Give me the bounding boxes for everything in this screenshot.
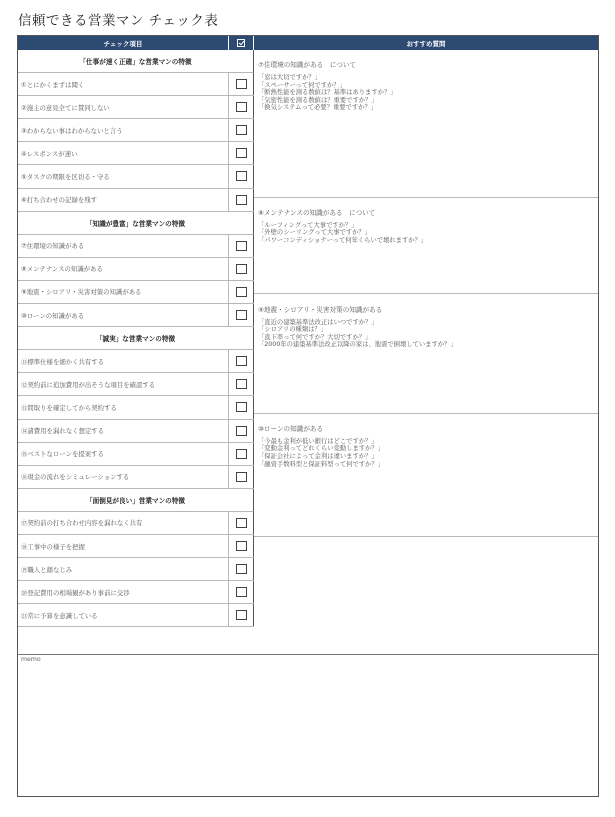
header-recommended-questions: おすすめ質問 <box>254 36 598 50</box>
checkbox-cell <box>228 350 254 372</box>
checklist-item-label: ⑥打ち合わせの記録を残す <box>21 196 98 205</box>
checkbox-cell <box>228 189 254 211</box>
checkbox-checked-icon <box>237 39 245 47</box>
checklist-row <box>18 235 254 258</box>
question-line: 「今最も金利が低い銀行はどこですか？」 <box>258 437 378 445</box>
checklist-row <box>18 96 254 119</box>
checkbox[interactable] <box>236 310 247 320</box>
checklist-row <box>18 604 254 627</box>
section-header: 「面倒見が良い」営業マンの特徴 <box>18 489 254 512</box>
checkbox-cell <box>228 281 254 303</box>
checkbox-cell <box>228 96 254 118</box>
checklist-item-label: ③わからない事はわからないと言う <box>21 126 123 135</box>
checklist-item-label: ⑯現金の流れをシミュレーションする <box>21 473 130 482</box>
checkbox[interactable] <box>236 402 247 412</box>
checklist-row <box>18 512 254 535</box>
question-line: 「断熱性能を測る数値は？基準はありますか？」 <box>258 89 397 97</box>
checkbox-cell <box>228 73 254 95</box>
checklist-item-label: ⑮ベストなローンを提案する <box>21 450 104 459</box>
checkbox-cell <box>228 420 254 442</box>
checkbox-cell <box>228 373 254 395</box>
checkbox[interactable] <box>236 518 247 528</box>
checklist-row <box>18 258 254 281</box>
checklist-row <box>18 281 254 304</box>
checkbox[interactable] <box>236 171 247 181</box>
checkbox[interactable] <box>236 610 247 620</box>
checkbox[interactable] <box>236 264 247 274</box>
question-line: 「変動金利ってどれくらい変動しますか？」 <box>258 445 384 453</box>
checklist-item-label: ⑤タスクの期限を区切る・守る <box>21 173 110 182</box>
question-line: 「直下率って何ですか？大切ですか？」 <box>258 333 372 341</box>
checkbox-cell <box>228 142 254 164</box>
checkbox[interactable] <box>236 379 247 389</box>
checkbox[interactable] <box>236 241 247 251</box>
checklist-item-label: ㉑常に予算を意識している <box>21 611 98 620</box>
checklist-item-label: ⑬間取りを確定してから契約する <box>21 403 117 412</box>
checkbox-cell <box>228 165 254 187</box>
question-line: 「2000年の建築基準法改正以降の家は、地震で倒壊していますか？」 <box>258 341 457 349</box>
question-line: 「窓は大切ですか？」 <box>258 74 321 81</box>
checklist-row <box>18 396 254 419</box>
checklist-item-label: ⑦住環境の知識がある <box>21 242 85 251</box>
checklist-item-label: ⑪標準仕様を細かく共有する <box>21 357 105 366</box>
section-header: 「仕事が速く正確」な営業マンの特徴 <box>18 50 254 73</box>
checkbox-cell <box>228 558 254 580</box>
checkbox[interactable] <box>236 472 247 482</box>
checklist-row <box>18 304 254 327</box>
checkbox[interactable] <box>236 356 247 366</box>
checklist-row <box>18 581 254 604</box>
checklist-item-label: ⑨地震・シロアリ・災害対策の知識がある <box>21 288 142 297</box>
section-header: 「知識が豊富」な営業マンの特徴 <box>18 212 254 235</box>
checklist-row <box>18 373 254 396</box>
checklist-item-label: ①とにかくまずは聞く <box>21 80 85 89</box>
checkbox[interactable] <box>236 79 247 89</box>
checklist-row <box>18 558 254 581</box>
checkbox[interactable] <box>236 148 247 158</box>
checklist-item-label: ⑩ローンの知識がある <box>21 311 85 320</box>
checkbox[interactable] <box>236 541 247 551</box>
checklist-row <box>18 142 254 165</box>
question-block <box>254 198 598 295</box>
checkbox-cell <box>228 604 254 626</box>
checklist-row <box>18 443 254 466</box>
checklist-row <box>18 119 254 142</box>
checklist-item-label: ⑰契約前の打ち合わせ内容を漏れなく共有 <box>21 519 143 528</box>
question-block <box>254 295 598 414</box>
checkbox[interactable] <box>236 287 247 297</box>
question-list <box>258 222 427 245</box>
checkbox-cell <box>228 396 254 418</box>
question-list <box>258 319 457 349</box>
checkbox-cell <box>228 258 254 280</box>
checkbox-cell <box>228 235 254 257</box>
question-line: 「換気システムって必要？重要ですか？」 <box>258 104 378 112</box>
checkbox-cell <box>228 443 254 465</box>
header-check-column <box>228 36 254 50</box>
checkbox[interactable] <box>236 195 247 205</box>
checklist-item-label: ②施主の意見全てに賛同しない <box>21 103 110 112</box>
checkbox[interactable] <box>236 102 247 112</box>
checklist-row <box>18 466 254 489</box>
question-line: 「シロアリの種類は？」 <box>258 326 328 334</box>
checkbox[interactable] <box>236 125 247 135</box>
checklist-row <box>18 73 254 96</box>
question-line: 「保証会社によって金利は違いますか？」 <box>258 452 378 460</box>
question-line: 「ルーフィングって大事ですか？」 <box>258 221 358 229</box>
checkbox-cell <box>228 535 254 557</box>
question-block-title: ⑧メンテナンスの知識がある について <box>258 208 376 217</box>
question-block-title: ⑨地震・シロアリ・災害対策の知識がある <box>258 305 383 314</box>
checklist-item-label: ⑲職人と顔なじみ <box>21 565 73 574</box>
question-line: 「気密性能を測る数値は？重要ですか？」 <box>258 96 378 104</box>
checkbox-cell <box>228 119 254 141</box>
checkbox[interactable] <box>236 587 247 597</box>
checklist-item-label: ⑭諸費用を漏れなく想定する <box>21 427 105 436</box>
question-line: 「融資手数料型と保証料型って何ですか？」 <box>258 460 384 468</box>
checklist-sheet <box>17 35 599 797</box>
checklist-row <box>18 189 254 212</box>
checklist-item-label: ④レスポンスが速い <box>21 149 78 158</box>
question-list <box>258 438 384 468</box>
question-line: 「外壁のシーリングって大事ですか？」 <box>258 229 371 237</box>
checklist-item-label: ⑱工事中の様子を把握 <box>21 542 85 551</box>
question-block <box>254 50 598 198</box>
checkbox[interactable] <box>236 449 247 459</box>
checkbox-cell <box>228 581 254 603</box>
header-check-items: チェック項目 <box>18 36 228 50</box>
checklist-row <box>18 165 254 188</box>
checklist-item-label: ⑫契約前に追加費用が出そうな項目を確認する <box>21 380 156 389</box>
question-list <box>258 74 397 112</box>
question-block-title: ⑩ローンの知識がある <box>258 424 324 433</box>
page-title: 信頼できる営業マン チェック表 <box>18 13 219 29</box>
checkbox[interactable] <box>236 426 247 436</box>
checkbox[interactable] <box>236 564 247 574</box>
checkbox-cell <box>228 512 254 534</box>
question-block <box>254 414 598 537</box>
section-header: 「誠実」な営業マンの特徴 <box>18 327 254 350</box>
checklist-row <box>18 350 254 373</box>
checklist-row <box>18 420 254 443</box>
checklist-item-label: ⑳登記費用の相場観があり事前に交渉 <box>21 588 130 597</box>
checklist-row <box>18 535 254 558</box>
question-line: 「スペーサーって何ですか？」 <box>258 81 346 89</box>
memo-area[interactable] <box>18 654 598 796</box>
checklist-column <box>18 50 254 627</box>
question-line: 「直近の建築基準法改正はいつですか？」 <box>258 318 378 326</box>
question-block-title: ⑦住環境の知識がある について <box>258 61 357 69</box>
checkbox-cell <box>228 304 254 326</box>
checklist-item-label: ⑧メンテナンスの知識がある <box>21 265 103 274</box>
question-line: 「パワーコンディショナーって何年くらいで壊れますか？」 <box>258 236 428 244</box>
checkbox-cell <box>228 466 254 488</box>
memo-label: memo <box>21 656 41 663</box>
